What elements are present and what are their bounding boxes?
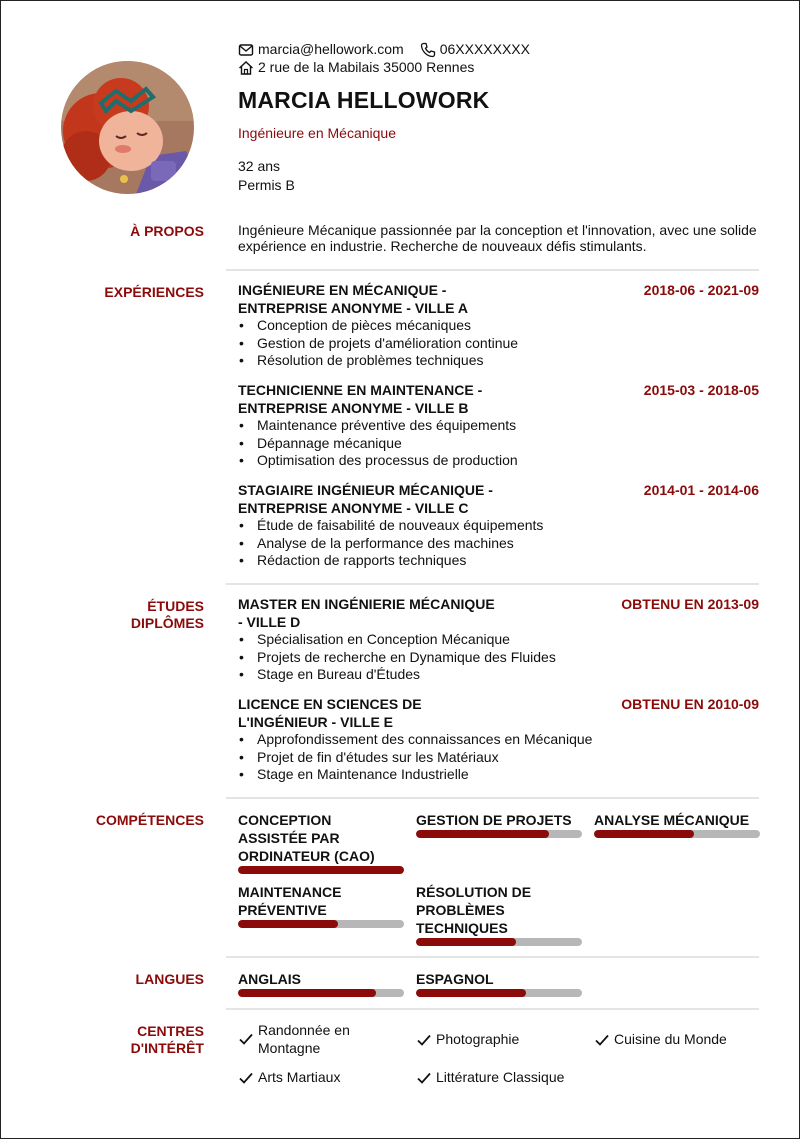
experience-date: 2018-06 - 2021-09 xyxy=(643,282,759,298)
education-entry xyxy=(238,696,759,784)
candidate-name: MARCIA HELLOWORK xyxy=(238,87,490,113)
language-name: ESPAGNOL xyxy=(416,971,494,987)
experience-entry xyxy=(238,382,759,470)
education-details xyxy=(238,731,759,784)
hobby-item xyxy=(594,1031,727,1049)
experience-title: INGÉNIEURE EN MÉCANIQUE - ENTREPRISE ANONYME - VILLE A xyxy=(238,282,468,316)
education-title: MASTER EN INGÉNIERIE MÉCANIQUE - VILLE D xyxy=(238,596,495,630)
envelope-icon xyxy=(238,42,254,58)
skill-item xyxy=(416,883,582,946)
list-item: • Approfondissement des connaissances en Mécanique xyxy=(238,731,759,749)
experience-title: STAGIAIRE INGÉNIEUR MÉCANIQUE - ENTREPRISE ANONYME - VILLE C xyxy=(238,482,493,516)
skill-item xyxy=(594,811,760,838)
education-details xyxy=(238,631,759,684)
skill-level-bar xyxy=(238,866,404,874)
checkmark-icon xyxy=(594,1032,610,1048)
checkmark-icon xyxy=(238,1031,254,1047)
language-level-bar xyxy=(238,989,404,997)
list-item: • Maintenance préventive des équipements xyxy=(238,417,759,435)
list-item: • Étude de faisabilité de nouveaux équipements xyxy=(238,517,759,535)
separator xyxy=(226,583,759,585)
experience-entry xyxy=(238,282,759,370)
experience-tasks xyxy=(238,517,759,570)
list-item: • Spécialisation en Conception Mécanique xyxy=(238,631,759,649)
education-entry xyxy=(238,596,759,684)
hobby-label: Photographie xyxy=(436,1031,520,1047)
language-item xyxy=(238,970,404,997)
list-item: • Rédaction de rapports techniques xyxy=(238,552,759,570)
separator xyxy=(226,1008,759,1010)
skill-name: RÉSOLUTION DE PROBLÈMES TECHNIQUES xyxy=(416,884,532,936)
skill-level-bar xyxy=(416,830,582,838)
list-item: • Optimisation des processus de production xyxy=(238,452,759,470)
email-text: marcia@hellowork.com xyxy=(258,41,404,57)
education-title: LICENCE EN SCIENCES DE L'INGÉNIEUR - VILLE E xyxy=(238,696,422,730)
phone-text: 06XXXXXXXX xyxy=(439,41,530,57)
list-item: • Gestion de projets d'amélioration continue xyxy=(238,335,759,353)
checkmark-icon xyxy=(416,1070,432,1086)
list-item: • Conception de pièces mécaniques xyxy=(238,317,759,335)
experience-tasks xyxy=(238,317,759,370)
address-text: 2 rue de la Mabilais 35000 Rennes xyxy=(258,59,475,75)
skill-item xyxy=(238,883,404,928)
hobby-item xyxy=(238,1069,340,1087)
contact-row-1 xyxy=(238,41,546,58)
skill-item xyxy=(416,811,582,838)
job-title: Ingénieure en Mécanique xyxy=(238,125,397,141)
list-item: • Projet de fin d'études sur les Matériaux xyxy=(238,749,759,767)
experience-entry xyxy=(238,482,759,570)
education-date: OBTENU EN 2010-09 xyxy=(621,696,759,712)
hobby-label: Cuisine du Monde xyxy=(614,1031,727,1047)
phone-icon xyxy=(420,42,436,58)
skill-name: CONCEPTION ASSISTÉE PAR ORDINATEUR (CAO) xyxy=(238,812,375,864)
separator xyxy=(226,956,759,958)
hobby-item xyxy=(416,1069,564,1087)
list-item: • Analyse de la performance des machines xyxy=(238,535,759,553)
skill-level-bar xyxy=(594,830,760,838)
language-item xyxy=(416,970,582,997)
address-contact xyxy=(238,59,474,76)
skill-item xyxy=(238,811,404,874)
checkmark-icon xyxy=(238,1070,254,1086)
section-label-languages: LANGUES xyxy=(135,971,204,987)
experience-date: 2015-03 - 2018-05 xyxy=(643,382,759,398)
list-item: • Stage en Bureau d'Études xyxy=(238,666,759,684)
house-icon xyxy=(238,60,254,76)
profile-photo xyxy=(61,61,194,194)
experience-title: TECHNICIENNE EN MAINTENANCE - ENTREPRISE ANONYME - VILLE B xyxy=(238,382,483,416)
section-label-education: ÉTUDES DIPLÔMES xyxy=(130,598,204,631)
hobby-item xyxy=(416,1031,519,1049)
separator xyxy=(226,797,759,799)
list-item: • Dépannage mécanique xyxy=(238,435,759,453)
phone-contact[interactable] xyxy=(420,41,530,58)
about-text: Ingénieure Mécanique passionnée par la conception et l'innovation, avec une solide expérience en industrie. Recherche de nouveaux défis stimulants. xyxy=(238,222,757,254)
driving-license: Permis B xyxy=(238,177,295,193)
contact-row-2 xyxy=(238,59,490,76)
hobby-item xyxy=(238,1022,350,1057)
skill-level-bar xyxy=(238,920,404,928)
checkmark-icon xyxy=(416,1032,432,1048)
section-label-hobbies: CENTRES D'INTÉRÊT xyxy=(130,1023,204,1056)
experience-date: 2014-01 - 2014-06 xyxy=(643,482,759,498)
list-item: • Stage en Maintenance Industrielle xyxy=(238,766,759,784)
email-contact[interactable] xyxy=(238,41,404,58)
hobby-label: Randonnée en Montagne xyxy=(258,1022,350,1056)
education-date: OBTENU EN 2013-09 xyxy=(621,596,759,612)
experience-tasks xyxy=(238,417,759,470)
skill-name: ANALYSE MÉCANIQUE xyxy=(594,812,750,828)
skill-name: GESTION DE PROJETS xyxy=(416,812,572,828)
skill-level-bar xyxy=(416,938,582,946)
section-label-experience: EXPÉRIENCES xyxy=(104,284,204,300)
skill-name: MAINTENANCE PRÉVENTIVE xyxy=(238,884,342,918)
hobby-label: Littérature Classique xyxy=(436,1069,565,1085)
language-level-bar xyxy=(416,989,582,997)
section-label-about: À PROPOS xyxy=(130,223,204,239)
age: 32 ans xyxy=(238,158,281,174)
hobby-label: Arts Martiaux xyxy=(258,1069,341,1085)
list-item: • Résolution de problèmes techniques xyxy=(238,352,759,370)
language-name: ANGLAIS xyxy=(238,971,301,987)
list-item: • Projets de recherche en Dynamique des Fluides xyxy=(238,649,759,667)
separator xyxy=(226,269,759,271)
section-label-skills: COMPÉTENCES xyxy=(95,812,204,828)
